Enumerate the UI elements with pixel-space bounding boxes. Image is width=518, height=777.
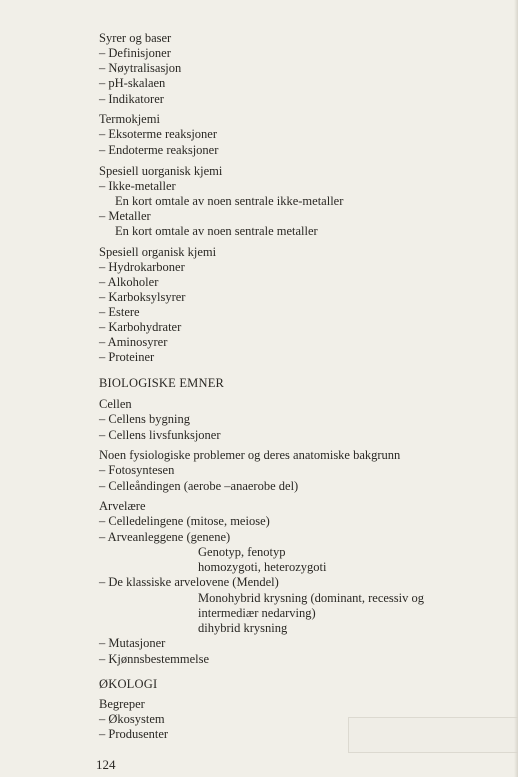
list-item: – Aminosyrer — [99, 335, 168, 349]
sub-item: Genotyp, fenotyp — [198, 545, 286, 559]
list-item: – Nøytralisasjon — [99, 61, 182, 75]
sub-item: En kort omtale av noen sentrale metaller — [115, 224, 318, 238]
list-item: – Karboksylsyrer — [99, 290, 186, 304]
list-item: – Økosystem — [99, 712, 165, 726]
topic-heading: Cellen — [99, 397, 132, 411]
topic-heading: Noen fysiologiske problemer og deres anatomiske bakgrunn — [99, 448, 401, 462]
list-item: – Arveanleggene (genene) — [99, 530, 231, 544]
list-item: – pH-skalaen — [99, 76, 166, 90]
list-item: – Karbohydrater — [99, 320, 182, 334]
topic-heading: Spesiell uorganisk kjemi — [99, 164, 223, 178]
sub-item: En kort omtale av noen sentrale ikke-metaller — [115, 194, 344, 208]
sub-item: dihybrid krysning — [198, 621, 288, 635]
list-item: – Alkoholer — [99, 275, 159, 289]
list-item: – Cellens bygning — [99, 412, 190, 426]
list-item: – Celleåndingen (aerobe –anaerobe del) — [99, 479, 299, 493]
list-item: – Celledelingene (mitose, meiose) — [99, 514, 270, 528]
sub-item: intermediær nedarving) — [198, 606, 316, 620]
section-heading: BIOLOGISKE EMNER — [99, 376, 225, 390]
sub-item: Monohybrid krysning (dominant, recessiv og — [198, 591, 425, 605]
list-item: – Metaller — [99, 209, 151, 223]
list-item: – Definisjoner — [99, 46, 171, 60]
list-item: – Indikatorer — [99, 92, 164, 106]
list-item: – Produsenter — [99, 727, 169, 741]
list-item: – Estere — [99, 305, 140, 319]
list-item: – Hydrokarboner — [99, 260, 185, 274]
topic-heading: Begreper — [99, 697, 145, 711]
list-item: – Mutasjoner — [99, 636, 166, 650]
list-item: – Cellens livsfunksjoner — [99, 428, 221, 442]
list-item: – Fotosyntesen — [99, 463, 175, 477]
list-item: – De klassiske arvelovene (Mendel) — [99, 575, 279, 589]
list-item: – Kjønnsbestemmelse — [99, 652, 210, 666]
page-number: 124 — [96, 757, 116, 772]
list-item: – Endoterme reaksjoner — [99, 143, 219, 157]
topic-heading: Arvelære — [99, 499, 146, 513]
topic-heading: Syrer og baser — [99, 31, 172, 45]
section-heading: ØKOLOGI — [99, 677, 158, 691]
sub-item: homozygoti, heterozygoti — [198, 560, 327, 574]
list-item: – Ikke-metaller — [99, 179, 176, 193]
list-item: – Eksoterme reaksjoner — [99, 127, 218, 141]
topic-heading: Termokjemi — [99, 112, 160, 126]
page-edge-shadow — [514, 0, 518, 777]
topic-heading: Spesiell organisk kjemi — [99, 245, 217, 259]
list-item: – Proteiner — [99, 350, 155, 364]
page-corner-box — [348, 717, 518, 753]
